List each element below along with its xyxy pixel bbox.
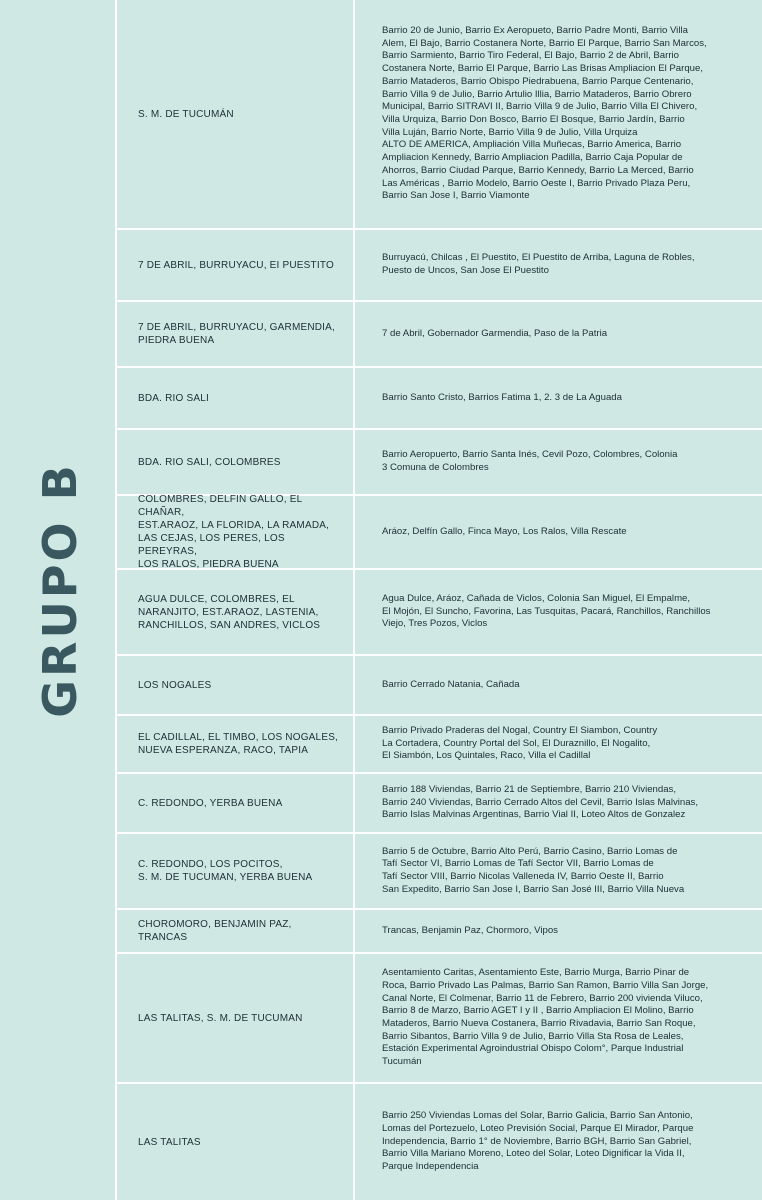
table-row <box>117 368 762 430</box>
table-row <box>117 834 762 910</box>
neighborhoods-cell: Aráoz, Delfín Gallo, Finca Mayo, Los Ralos, Villa Rescate <box>382 525 627 537</box>
neighborhoods-cell: Barrio Privado Praderas del Nogal, Country El Siambon, Country La Cortadera, Country Portal del Sol, El Duraznillo, El Nogalito, El Siambón, Los Quintales, Raco, Villa el Cadillal <box>382 724 658 762</box>
zone-cell: 7 DE ABRIL, BURRUYACU, GARMENDIA, PIEDRA BUENA <box>117 302 355 366</box>
group-sidebar <box>0 0 113 1200</box>
table-row <box>117 716 762 774</box>
zone-cell: EL CADILLAL, EL TIMBO, LOS NOGALES, NUEVA ESPERANZA, RACO, TAPIA <box>117 716 355 772</box>
neighborhoods-cell: Barrio 250 Viviendas Lomas del Solar, Barrio Galicia, Barrio San Antonio, Lomas del Portezuelo, Loteo Previsión Social, Parque El Mirador, Parque Independencia, Barrio 1° de Noviembre, Barrio BGH, Barrio San Gabriel, Barrio Villa Mariano Moreno, Loteo del Solar, Loteo Dignificar la Vida II, Parque Independencia <box>382 1110 694 1173</box>
neighborhoods-cell: 7 de Abril, Gobernador Garmendia, Paso de la Patria <box>382 327 608 339</box>
zone-cell: BDA. RIO SALI <box>117 368 355 428</box>
zone-cell: 7 DE ABRIL, BURRUYACU, EI PUESTITO <box>117 230 355 300</box>
table-row <box>117 954 762 1084</box>
neighborhoods-cell: Burruyacú, Chilcas , El Puestito, El Puestito de Arriba, Laguna de Robles, Puesto de Uncos, San Jose El Puestito <box>382 252 695 276</box>
zone-cell: LOS NOGALES <box>117 656 355 714</box>
zone-cell: LAS TALITAS <box>117 1084 355 1200</box>
table-row <box>117 1084 762 1200</box>
table-row <box>117 656 762 716</box>
table-row <box>117 570 762 656</box>
table-row <box>117 496 762 570</box>
zones-table <box>115 0 762 1200</box>
neighborhoods-cell: Trancas, Benjamin Paz, Chormoro, Vipos <box>382 924 558 936</box>
zone-cell: COLOMBRES, DELFIN GALLO, EL CHAÑAR, EST.ARAOZ, LA FLORIDA, LA RAMADA, LAS CEJAS, LOS PERES, LOS PEREYRAS, LOS RALOS, PIEDRA BUENA <box>117 496 355 568</box>
zone-cell: C. REDONDO, YERBA BUENA <box>117 774 355 832</box>
neighborhoods-cell: Barrio 188 Viviendas, Barrio 21 de Septiembre, Barrio 210 Viviendas, Barrio 240 Viviendas, Barrio Cerrado Altos del Cevil, Barrio Islas Malvinas, Barrio Islas Malvinas Argentinas, Barrio Vial II, Loteo Altos de Gonzalez <box>382 783 699 821</box>
table-row <box>117 430 762 496</box>
neighborhoods-cell: Barrio 5 de Octubre, Barrio Alto Perú, Barrio Casino, Barrio Lomas de Tafí Sector VI, Barrio Lomas de Tafí Sector VII, Barrio Lomas de Tafí Sector VIII, Barrio Nicolas Valleneda IV, Barrio Oeste II, Barrio San Expedito, Barrio San Jose I, Barrio San José III, Barrio Villa Nueva <box>382 845 685 895</box>
zone-cell: LAS TALITAS, S. M. DE TUCUMAN <box>117 954 355 1082</box>
zone-cell: AGUA DULCE, COLOMBRES, EL NARANJITO, EST.ARAOZ, LASTENIA, RANCHILLOS, SAN ANDRES, VICLOS <box>117 570 355 654</box>
neighborhoods-cell: Barrio Aeropuerto, Barrio Santa Inés, Cevil Pozo, Colombres, Colonia 3 Comuna de Colombres <box>382 449 678 473</box>
table-row <box>117 910 762 954</box>
neighborhoods-cell: Asentamiento Caritas, Asentamiento Este, Barrio Murga, Barrio Pinar de Roca, Barrio Privado Las Palmas, Barrio San Ramon, Barrio Villa San Jorge, Canal Norte, El Colmenar, Barrio 11 de Febrero, Barrio 200 vivienda Viluco, Barrio 8 de Marzo, Barrio AGET I y II , Barrio Ampliacion El Molino, Barrio Mataderos, Barrio Nueva Costanera, Barrio Rivadavia, Barrio San Roque, Barrio Sibantos, Barrio Villa 9 de Julio, Barrio Villa Sta Rosa de Leales, Estación Experimental Agroindustrial Obispo Colom°, Parque Industrial Tucumán <box>382 967 709 1068</box>
neighborhoods-cell: Barrio Santo Cristo, Barrios Fatima 1, 2. 3 de La Aguada <box>382 391 622 403</box>
table-row <box>117 230 762 302</box>
table-row <box>117 774 762 834</box>
neighborhoods-cell: Barrio 20 de Junio, Barrio Ex Aeropueto, Barrio Padre Monti, Barrio Villa Alem, El Bajo, Barrio Costanera Norte, Barrio El Parque, Barrio San Marcos, Barrio Sarmiento, Barrio Tiro Federal, El Bajo, Barrio 2 de Abril, Barrio Costanera Norte, Barrio El Parque, Barrio Las Brisas Ampliacion El Parque, Barrio Mataderos, Barrio Obispo Piedrabuena, Barrio Parque Centenario, Barrio Villa 9 de Julio, Barrio Artulio Illia, Barrio Mataderos, Barrio Obrero Municipal, Barrio SITRAVI II, Barrio Villa 9 de Julio, Barrio Villa El Chivero, Villa Urquiza, Barrio Don Bosco, Barrio El Bosque, Barrio Jardín, Barrio Villa Luján, Barrio Norte, Barrio Villa 9 de Julio, Villa Urquiza ALTO DE AMERICA, Ampliación Villa Muñecas, Barrio America, Barrio Ampliacion Kennedy, Barrio Ampliacion Padilla, Barrio Caja Popular de Ahorros, Barrio Ciudad Parque, Barrio Kennedy, Barrio La Merced, Barrio Las Américas , Barrio Modelo, Barrio Oeste I, Barrio Privado Plaza Peru, Barrio San Jose I, Barrio Viamonte <box>382 25 707 202</box>
zone-cell: BDA. RIO SALI, COLOMBRES <box>117 430 355 494</box>
table-row <box>117 0 762 230</box>
zone-cell: CHOROMORO, BENJAMIN PAZ, TRANCAS <box>117 910 355 952</box>
zone-cell: C. REDONDO, LOS POCITOS, S. M. DE TUCUMAN, YERBA BUENA <box>117 834 355 908</box>
zone-cell: S. M. DE TUCUMÁN <box>117 0 355 228</box>
table-row <box>117 302 762 368</box>
neighborhoods-cell: Barrio Cerrado Natania, Cañada <box>382 678 520 690</box>
neighborhoods-cell: Agua Dulce, Aráoz, Cañada de Viclos, Colonia San Miguel, El Empalme, El Mojón, El Suncho, Favorina, Las Tusquitas, Pacará, Ranchillos, Ranchillos Viejo, Tres Pozos, Viclos <box>382 592 711 630</box>
group-title: GRUPO B <box>33 462 87 718</box>
